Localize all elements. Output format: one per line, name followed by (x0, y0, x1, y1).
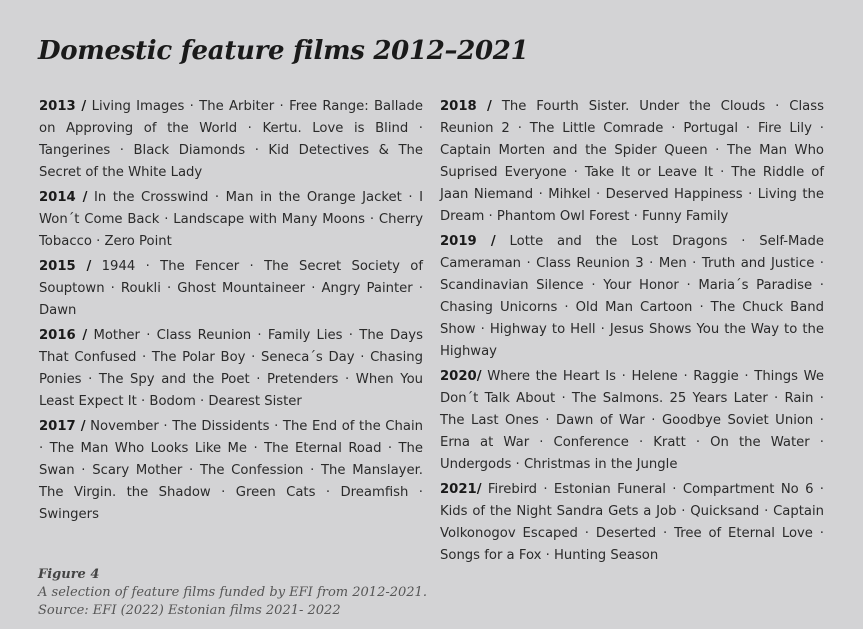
year-label: 2017 / (39, 419, 86, 434)
year-entry-2014 (39, 187, 423, 253)
year-entry-2015 (39, 256, 423, 322)
year-entry-2016 (39, 325, 423, 413)
figure-caption (38, 566, 427, 620)
year-label: 2020/ (440, 369, 482, 384)
caption-line-2: Source: EFI (2022) Estonian films 2021- 2022 (38, 603, 341, 618)
film-list: November · The Dissidents · The End of the Chain · The Man Who Looks Like Me · The Eternal Road · The Swan · Scary Mother · The Confession · The Manslayer. The Virgin. the Shadow · Green Cats · Dreamfish · Swingers (39, 419, 423, 522)
year-label: 2018 / (440, 99, 492, 114)
film-list: Where the Heart Is · Helene · Raggie · Things We Don´t Talk About · The Salmons. 25 Years Later · Rain · The Last Ones · Dawn of War · Goodbye Soviet Union · Erna at War · Conference · Kratt · On the Water · Undergods · Christmas in the Jungle (440, 369, 824, 472)
year-label: 2013 / (39, 99, 87, 114)
year-label: 2015 / (39, 259, 92, 274)
caption-line-1: A selection of feature films funded by EFI from 2012-2021. (38, 585, 427, 600)
left-column (39, 96, 423, 529)
film-list: The Fourth Sister. Under the Clouds · Class Reunion 2 · The Little Comrade · Portugal · Fire Lily · Captain Morten and the Spider Queen · The Man Who Suprised Everyone · Take It or Leave It · The Riddle of Jaan Niemand · Mihkel · Deserved Happiness · Living the Dream · Phantom Owl Forest · Funny Family (440, 99, 824, 224)
film-list: Mother · Class Reunion · Family Lies · The Days That Confused · The Polar Boy · Seneca´s Day · Chasing Ponies · The Spy and the Poet · Pretenders · When You Least Expect It · Bodom · Dearest Sister (39, 328, 423, 409)
film-list: 1944 · The Fencer · The Secret Society of Souptown · Roukli · Ghost Mountaineer · Angry Painter · Dawn (39, 259, 423, 318)
year-entry-2020 (440, 366, 824, 476)
year-label: 2014 / (39, 190, 88, 205)
year-label: 2016 / (39, 328, 88, 343)
year-entry-2013 (39, 96, 423, 184)
year-entry-2019 (440, 231, 824, 363)
page-title: Domestic feature films 2012–2021 (38, 36, 529, 66)
year-entry-2017 (39, 416, 423, 526)
figure-label: Figure 4 (38, 567, 100, 582)
year-entry-2021 (440, 479, 824, 567)
right-column (440, 96, 824, 570)
year-label: 2019 / (440, 234, 496, 249)
film-list: Living Images · The Arbiter · Free Range: Ballade on Approving of the World · Kertu. Love is Blind · Tangerines · Black Diamonds · Kid Detectives & The Secret of the White Lady (39, 99, 423, 180)
film-list: In the Crosswind · Man in the Orange Jacket · I Won´t Come Back · Landscape with Many Moons · Cherry Tobacco · Zero Point (39, 190, 423, 249)
year-entry-2018 (440, 96, 824, 228)
year-label: 2021/ (440, 482, 482, 497)
film-list: Firebird · Estonian Funeral · Compartment No 6 · Kids of the Night Sandra Gets a Job · Quicksand · Captain Volkonogov Escaped · Deserted · Tree of Eternal Love · Songs for a Fox · Hunting Season (440, 482, 824, 563)
film-list: Lotte and the Lost Dragons · Self-Made Cameraman · Class Reunion 3 · Men · Truth and Justice · Scandinavian Silence · Your Honor · Maria´s Paradise · Chasing Unicorns · Old Man Cartoon · The Chuck Band Show · Highway to Hell · Jesus Shows You the Way to the Highway (440, 234, 824, 359)
